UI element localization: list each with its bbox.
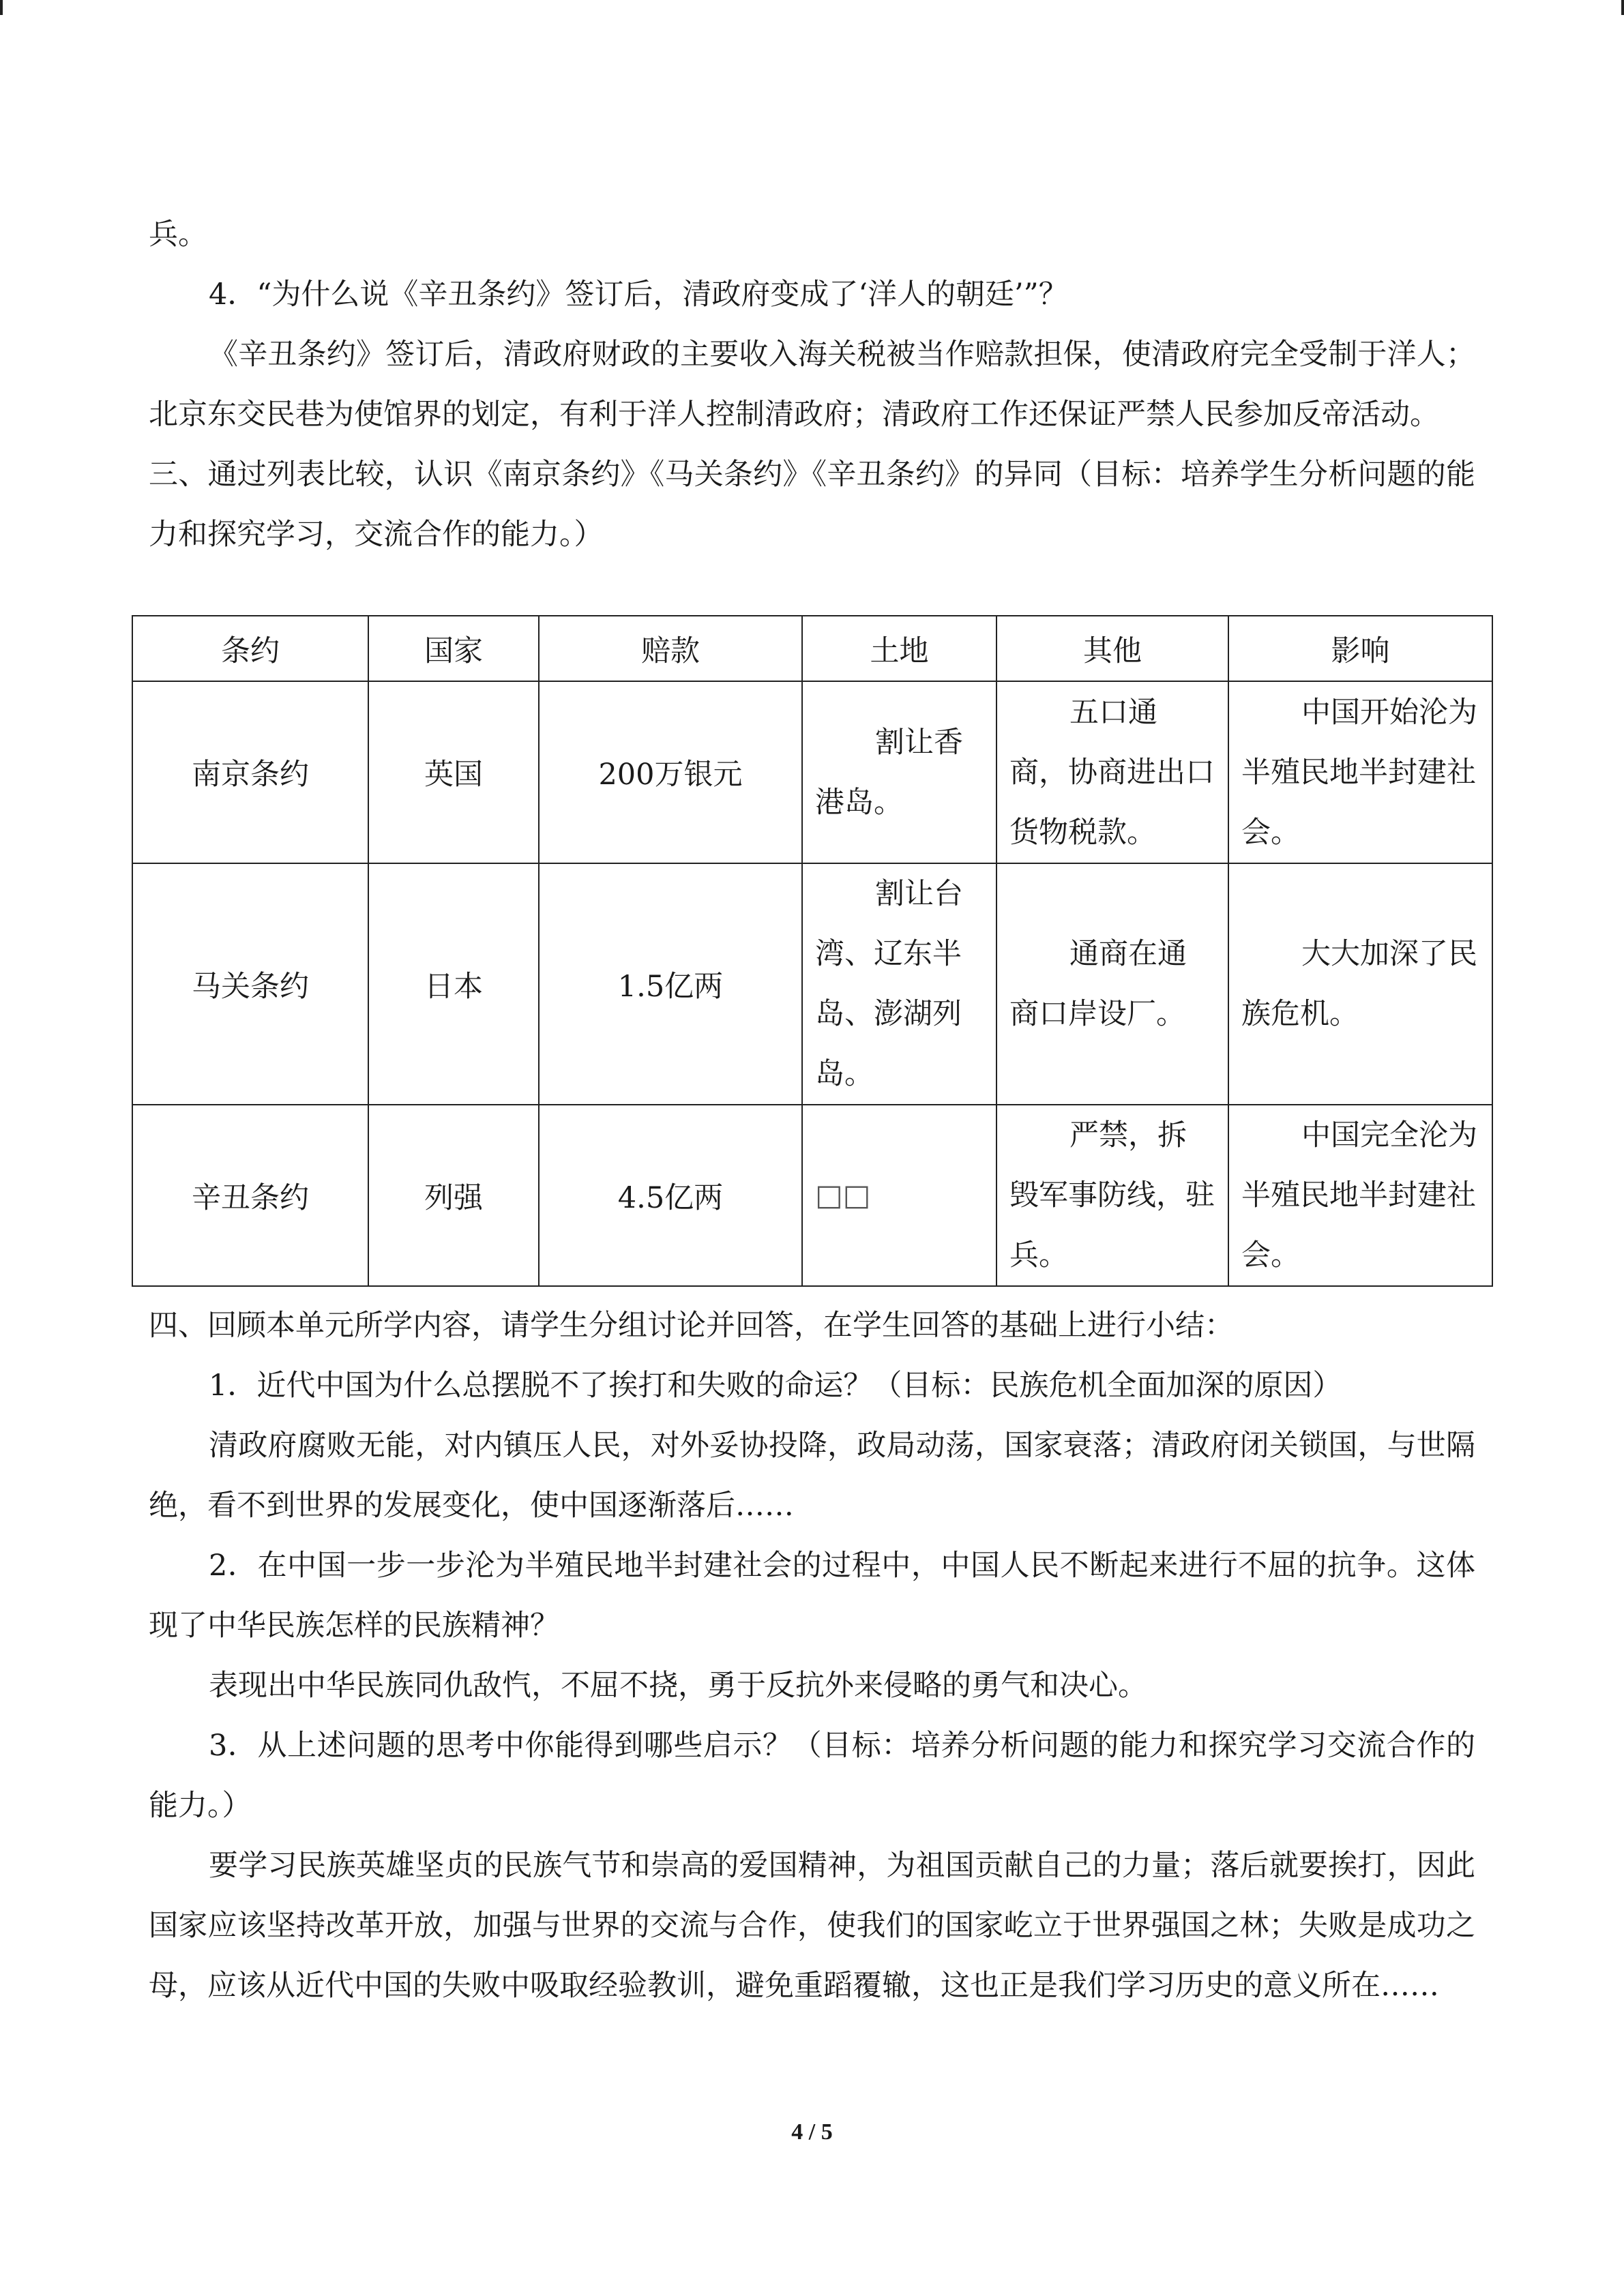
question-4-answer: 《辛丑条约》签订后，清政府财政的主要收入海关税被当作赔款担保，使清政府完全受制于洋人；北京东交民巷为使馆界的划定，有利于洋人控制清政府；清政府工作还保证严禁人民参加反帝活动。 [149,338,1475,432]
cell-land-text: 割让台湾、辽东半岛、澎湖列岛。 [815,877,963,1091]
question-3-title: 3．从上述问题的思考中你能得到哪些启示？（目标：培养分析问题的能力和探究学习交流合作的能力。） [149,1729,1475,1823]
section-4-title: 四、回顾本单元所学内容，请学生分组讨论并回答，在学生回答的基础上进行小结： [149,1309,1234,1343]
cell-land [802,681,996,863]
cell-impact-text: 中国开始沦为半殖民地半封建社会。 [1241,695,1477,850]
header-indemnity: 赔款 [539,616,802,681]
cell-land [802,1105,996,1286]
question-2-title: 2．在中国一步一步沦为半殖民地半封建社会的过程中，中国人民不断起来进行不屈的抗争。这体现了中华民族怎样的民族精神？ [149,1549,1475,1643]
table-row [132,1105,1492,1286]
cell-other [996,681,1228,863]
cell-indemnity: 4.5亿两 [539,1105,802,1286]
lower-text-block [149,1296,1475,2016]
cell-other-text: 五口通商，协商进出口货物税款。 [1009,695,1215,850]
cell-treaty: 辛丑条约 [132,1105,368,1286]
cell-land-text: □□ [815,1178,871,1212]
treaty-comparison-table [132,615,1493,1287]
question-4-title: 4．“为什么说《辛丑条约》签订后，清政府变成了‘洋人的朝廷’”？ [209,278,1068,312]
cell-indemnity: 200万银元 [539,681,802,863]
header-treaty: 条约 [132,616,368,681]
cell-country: 日本 [368,863,539,1105]
cell-other [996,1105,1228,1286]
table-row [132,863,1492,1105]
question-3-answer: 要学习民族英雄坚贞的民族气节和崇高的爱国精神，为祖国贡献自己的力量；落后就要挨打，因此国家应该坚持改革开放，加强与世界的交流与合作，使我们的国家屹立于世界强国之林；失败是成功之母，应该从近代中国的失败中吸取经验教训，避免重蹈覆辙，这也正是我们学习历史的意义所在…… [149,1849,1475,2003]
cell-treaty: 马关条约 [132,863,368,1105]
question-1-answer: 清政府腐败无能，对内镇压人民，对外妥协投降，政局动荡，国家衰落；清政府闭关锁国，与世隔绝，看不到世界的发展变化，使中国逐渐落后…… [149,1429,1475,1523]
question-1-title: 1．近代中国为什么总摆脱不了挨打和失败的命运？（目标：民族危机全面加深的原因） [209,1369,1342,1403]
corner-crop-mark-left [0,0,3,15]
cell-impact [1228,681,1492,863]
cell-country: 英国 [368,681,539,863]
upper-text-block [149,205,1475,565]
header-impact: 影响 [1228,616,1492,681]
corner-crop-mark-right [1621,0,1624,15]
cell-land [802,863,996,1105]
question-2-answer: 表现出中华民族同仇敌忾，不屈不挠，勇于反抗外来侵略的勇气和决心。 [209,1669,1147,1703]
section-3-title: 三、通过列表比较，认识《南京条约》《马关条约》《辛丑条约》的异同（目标：培养学生分析问题的能力和探究学习，交流合作的能力。） [149,458,1475,552]
header-other: 其他 [996,616,1228,681]
header-land: 土地 [802,616,996,681]
table-header-row [132,616,1492,681]
page-number: 4 / 5 [791,2119,833,2145]
cell-other-text: 通商在通商口岸设厂。 [1009,937,1187,1031]
header-country: 国家 [368,616,539,681]
cell-other [996,863,1228,1105]
cell-impact-text: 中国完全沦为半殖民地半封建社会。 [1241,1118,1477,1272]
cell-treaty: 南京条约 [132,681,368,863]
cell-land-text: 割让香港岛。 [815,725,963,820]
table-row [132,681,1492,863]
cell-other-text: 严禁，拆毁军事防线，驻兵。 [1009,1118,1215,1272]
cell-impact [1228,1105,1492,1286]
cell-impact [1228,863,1492,1105]
continued-word: 兵。 [149,218,207,252]
cell-country: 列强 [368,1105,539,1286]
cell-indemnity: 1.5亿两 [539,863,802,1105]
cell-impact-text: 大大加深了民族危机。 [1241,937,1477,1031]
